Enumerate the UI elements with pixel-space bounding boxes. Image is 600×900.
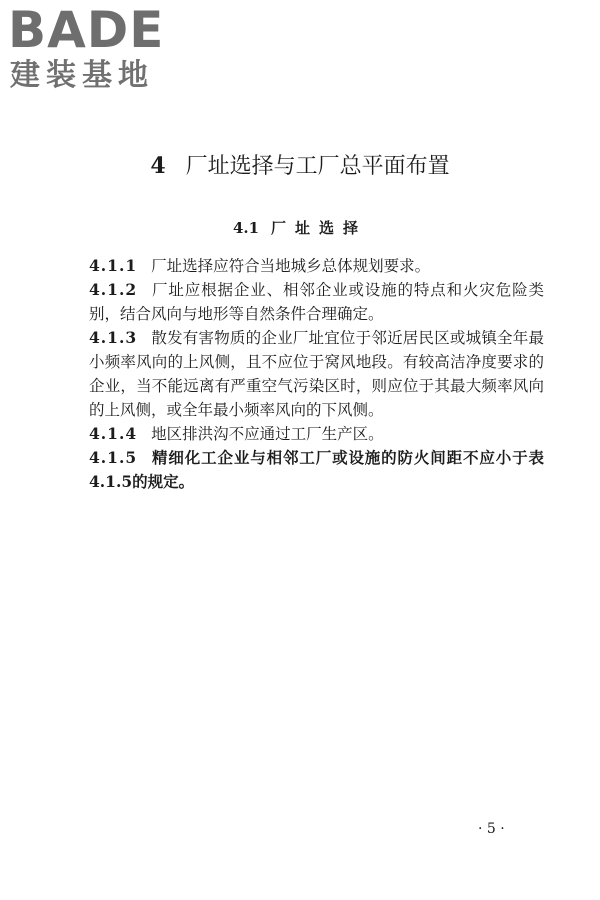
clause-number: 4.1.1	[89, 256, 138, 275]
clause-number: 4.1.2	[89, 280, 138, 299]
clause-number: 4.1.3	[89, 328, 138, 347]
brand-logo-latin: BADE	[8, 1, 165, 59]
clause-list	[89, 254, 544, 494]
clause-text: 厂址应根据企业、相邻企业或设施的特点和火灾危险类别，结合风向与地形等自然条件合理确定。	[89, 281, 544, 323]
chapter-title: 厂址选择与工厂总平面布置	[185, 154, 450, 179]
clause-number: 4.1.5	[89, 448, 138, 467]
section-number: 4.1	[232, 219, 260, 237]
clause-4-1-4	[89, 422, 544, 446]
clause-4-1-3	[89, 326, 544, 422]
brand-logo-cjk: 建装基地	[10, 58, 154, 93]
page-number: · 5 ·	[478, 821, 505, 837]
section-heading	[0, 218, 600, 238]
clause-text: 散发有害物质的企业厂址宜位于邻近居民区或城镇全年最小频率风向的上风侧，且不应位于窝风地段。有较高洁净度要求的企业，当不能远离有严重空气污染区时，则应位于其最大频率风向的上风侧，或全年最小频率风向的下风侧。	[89, 329, 544, 419]
clause-text: 厂址选择应符合当地城乡总体规划要求。	[151, 257, 431, 275]
section-title: 厂址选择	[271, 219, 368, 237]
clause-text: 精细化工企业与相邻工厂或设施的防火间距不应小于表4.1.5的规定。	[89, 448, 544, 491]
clause-4-1-5	[89, 446, 544, 494]
chapter-number: 4	[150, 153, 166, 179]
brand-watermark	[8, 1, 178, 94]
chapter-heading	[0, 152, 600, 181]
clause-4-1-2	[89, 278, 544, 326]
clause-text: 地区排洪沟不应通过工厂生产区。	[151, 425, 384, 443]
clause-number: 4.1.4	[89, 424, 138, 443]
clause-4-1-1	[89, 254, 544, 278]
